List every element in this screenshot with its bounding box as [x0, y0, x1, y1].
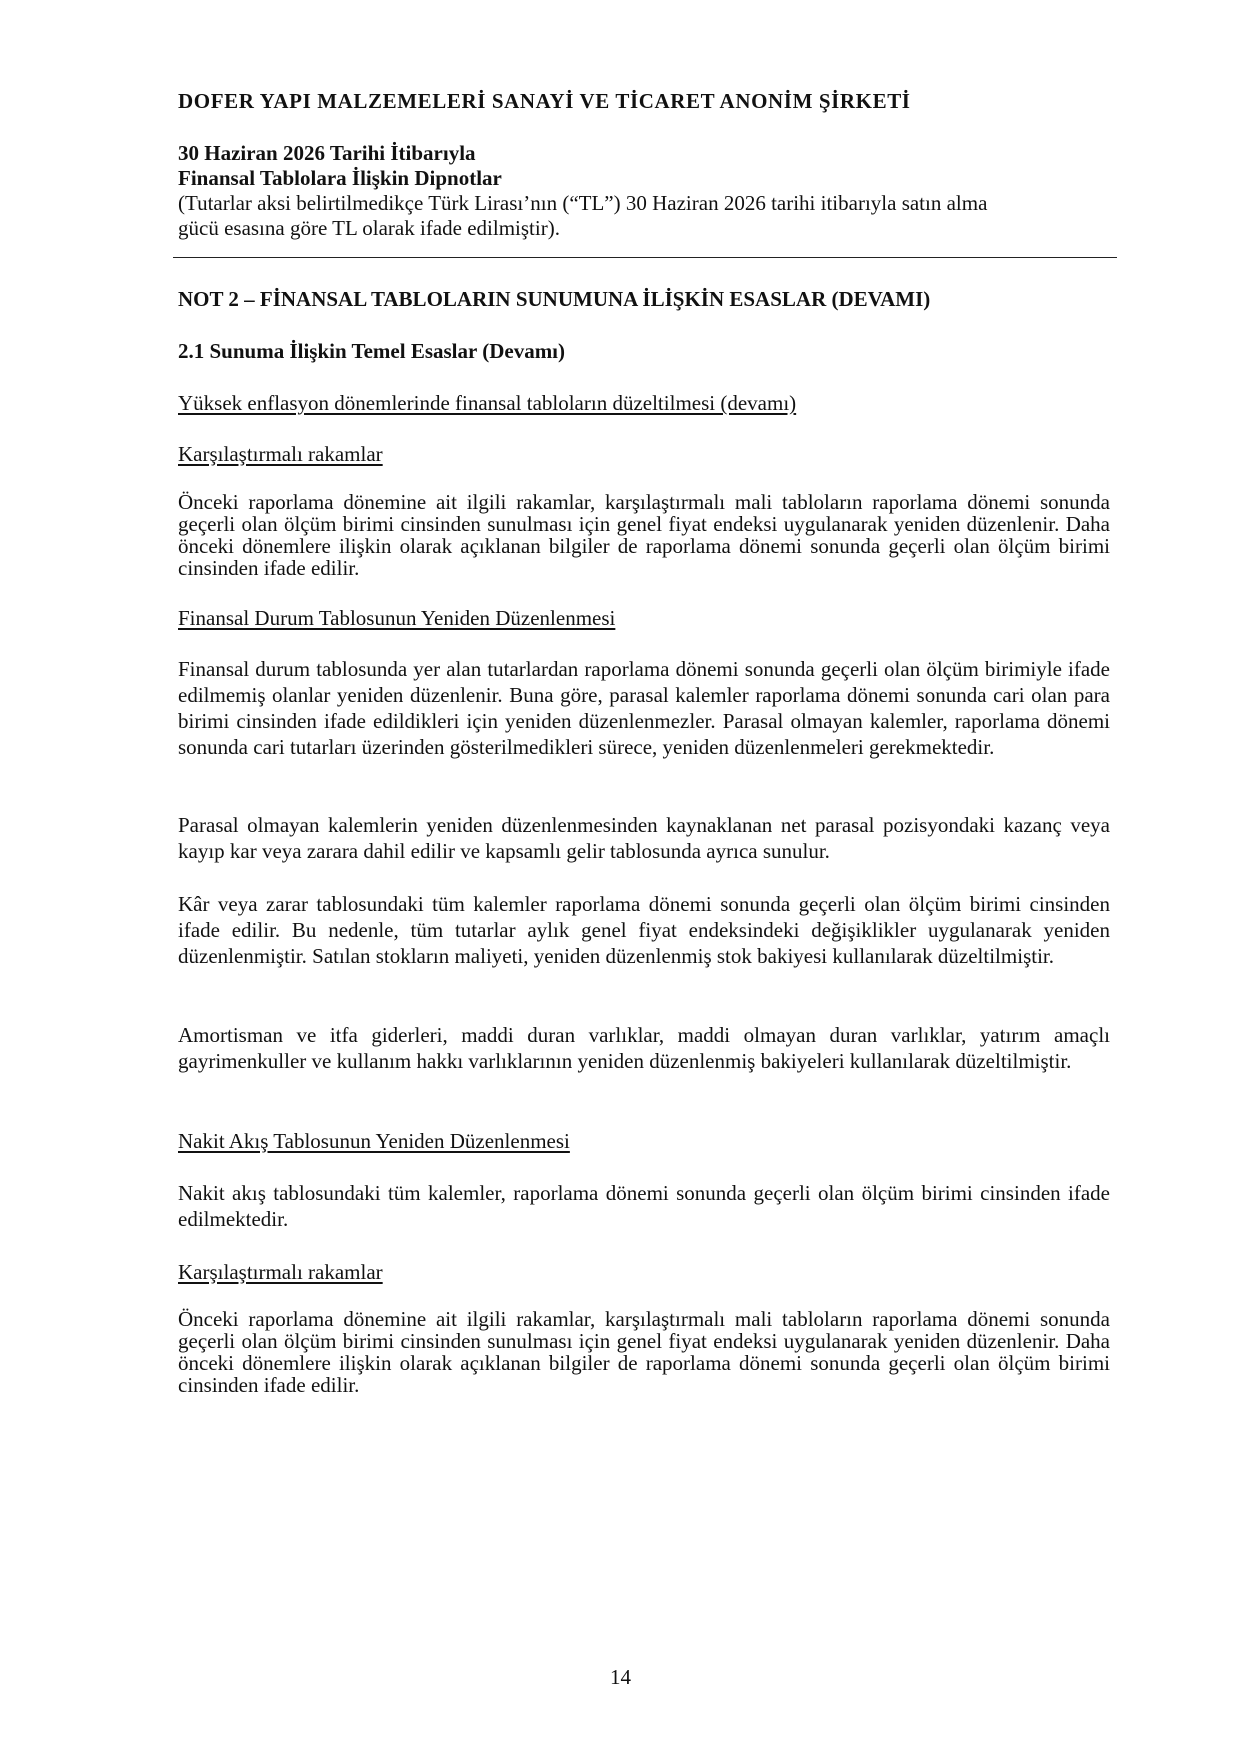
company-name: DOFER YAPI MALZEMELERİ SANAYİ VE TİCARET ANONİM ŞİRKETİ — [178, 89, 911, 113]
paragraph-financial-position-1: Finansal durum tablosunda yer alan tutarlardan raporlama dönemi sonunda geçerli olan ölçüm birimiyle ifade edilmemiş olanlar yeniden düzenlenir. Buna göre, parasal kalemler raporlama dönemi sonunda cari olan para birimi cinsinden ifade edildikleri için yeniden düzenlenmezler. Parasal olmayan kalemler, raporlama dönemi sonunda cari tutarları üzerinden gösterilmedikleri sürece, yeniden düzenlenmeleri gerekmektedir. — [178, 657, 1110, 759]
currency-note-line-1: (Tutarlar aksi belirtilmedikçe Türk Lirası’nın (“TL”) 30 Haziran 2026 tarihi itibarıyla satın alma — [178, 191, 988, 215]
report-subtitle: Finansal Tablolara İlişkin Dipnotlar — [178, 166, 502, 190]
paragraph-financial-position-4: Amortisman ve itfa giderleri, maddi duran varlıklar, maddi olmayan duran varlıklar, yatırım amaçlı gayrimenkuller ve kullanım hakkı varlıklarının yeniden düzenlenmiş bakiyeleri kullanılarak düzeltilmiştir. — [178, 1023, 1110, 1073]
paragraph-comparative-figures-2: Önceki raporlama dönemine ait ilgili rakamlar, karşılaştırmalı mali tabloların raporlama dönemi sonunda geçerli olan ölçüm birimi cinsinden sunulması için genel fiyat endeksi uygulanarak yeniden düzenlenir. Daha önceki dönemlere ilişkin olarak açıklanan bilgiler de raporlama dönemi sonunda geçerli olan ölçüm birimi cinsinden ifade edilir. — [178, 1307, 1110, 1397]
paragraph-financial-position-2: Parasal olmayan kalemlerin yeniden düzenlenmesinden kaynaklanan net parasal pozisyondaki kazanç veya kayıp kar veya zarara dahil edilir ve kapsamlı gelir tablosunda ayrıca sunulur. — [178, 813, 1110, 863]
heading-comparative-figures-2: Karşılaştırmalı rakamlar — [178, 1260, 383, 1284]
subsection-title: 2.1 Sunuma İlişkin Temel Esaslar (Devamı) — [178, 339, 566, 363]
report-date: 30 Haziran 2026 Tarihi İtibarıyla — [178, 141, 476, 165]
report-header — [178, 141, 1118, 241]
topic-heading: Yüksek enflasyon dönemlerinde finansal tabloların düzeltilmesi (devamı) — [178, 391, 797, 415]
note-title: NOT 2 – FİNANSAL TABLOLARIN SUNUMUNA İLİŞKİN ESASLAR (DEVAMI) — [178, 287, 931, 311]
header-divider — [173, 257, 1117, 258]
heading-comparative-figures: Karşılaştırmalı rakamlar — [178, 442, 383, 466]
paragraph-comparative-figures: Önceki raporlama dönemine ait ilgili rakamlar, karşılaştırmalı mali tabloların raporlama dönemi sonunda geçerli olan ölçüm birimi cinsinden sunulması için genel fiyat endeksi uygulanarak yeniden düzenlenir. Daha önceki dönemlere ilişkin olarak açıklanan bilgiler de raporlama dönemi sonunda geçerli olan ölçüm birimi cinsinden ifade edilir. — [178, 490, 1110, 580]
paragraph-financial-position-3: Kâr veya zarar tablosundaki tüm kalemler raporlama dönemi sonunda geçerli olan ölçüm birimi cinsinden ifade edilir. Bu nedenle, tüm tutarlar aylık genel fiyat endeksindeki değişiklikler uygulanarak yeniden düzenlenmiştir. Satılan stokların maliyeti, yeniden düzenlenmiş stok bakiyesi kullanılarak düzeltilmiştir. — [178, 892, 1110, 968]
heading-cash-flow: Nakit Akış Tablosunun Yeniden Düzenlenmesi — [178, 1129, 570, 1153]
page-number: 14 — [610, 1665, 631, 1689]
paragraph-cash-flow: Nakit akış tablosundaki tüm kalemler, raporlama dönemi sonunda geçerli olan ölçüm birimi cinsinden ifade edilmektedir. — [178, 1181, 1110, 1231]
heading-financial-position: Finansal Durum Tablosunun Yeniden Düzenlenmesi — [178, 606, 616, 630]
currency-note-line-2: gücü esasına göre TL olarak ifade edilmiştir). — [178, 216, 560, 240]
